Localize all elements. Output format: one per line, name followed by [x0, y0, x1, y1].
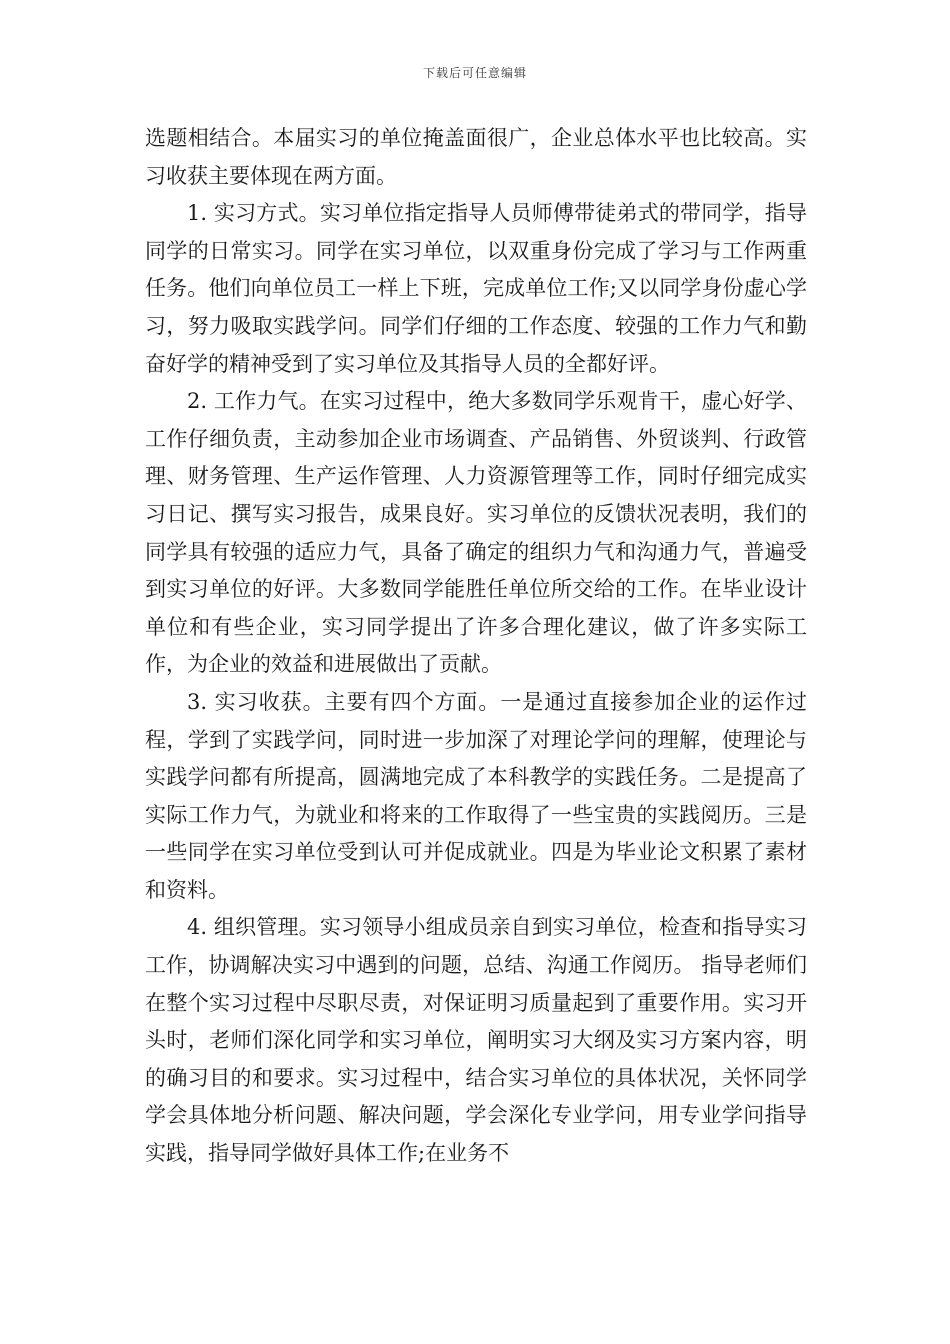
paragraph-internship-method: 1. 实习方式。实习单位指定指导人员师傅带徒弟式的带同学，指导同学的日常实习。同学在实习单位，以双重身份完成了学习与工作两重任务。他们向单位员工一样上下班，完成单位工作;又以同学身份虚心学习，努力吸取实践学问。同学们仔细的工作态度、较强的工作力气和勤奋好学的精神受到了实习单位及其指导人员的全都好评。	[145, 201, 807, 376]
paragraph-organization-management: 4. 组织管理。实习领导小组成员亲自到实习单位，检查和指导实习工作，协调解决实习中遇到的问题，总结、沟通工作阅历。 指导老师们在整个实习过程中尽职尽责，对保证明习质量起到了重要作用。实习开头时，老师们深化同学和实习单位，阐明实习大纲及实习方案内容，明的确习目的和要求。实习过程中，结合实习单位的具体状况，关怀同学学会具体地分析问题、解决问题，学会深化专业学问，用专业学问指导实践，指导同学做好具体工作;在业务不	[145, 915, 807, 1166]
paragraph-continuation: 选题相结合。本届实习的单位掩盖面很广，企业总体水平也比较高。实习收获主要体现在两方面。	[145, 126, 807, 188]
document-body	[145, 120, 807, 1173]
paragraph-work-ability: 2. 工作力气。在实习过程中，绝大多数同学乐观肯干，虚心好学、工作仔细负责，主动参加企业市场调查、产品销售、外贸谈判、行政管理、财务管理、生产运作管理、人力资源管理等工作，同时仔细完成实习日记、撰写实习报告，成果良好。实习单位的反馈状况表明，我们的同学具有较强的适应力气，具备了确定的组织力气和沟通力气，普遍受到实习单位的好评。大多数同学能胜任单位所交给的工作。在毕业设计单位和有些企业，实习同学提出了许多合理化建议，做了许多实际工作，为企业的效益和进展做出了贡献。	[145, 389, 807, 677]
header-note: 下载后可任意编辑	[422, 66, 527, 80]
paragraph-internship-gains: 3. 实习收获。主要有四个方面。一是通过直接参加企业的运作过程，学到了实践学问，同时进一步加深了对理论学问的理解，使理论与实践学问都有所提高，圆满地完成了本科教学的实践任务。二是提高了实际工作力气，为就业和将来的工作取得了一些宝贵的实践阅历。三是一些同学在实习单位受到认可并促成就业。四是为毕业论文积累了素材和资料。	[145, 689, 807, 902]
